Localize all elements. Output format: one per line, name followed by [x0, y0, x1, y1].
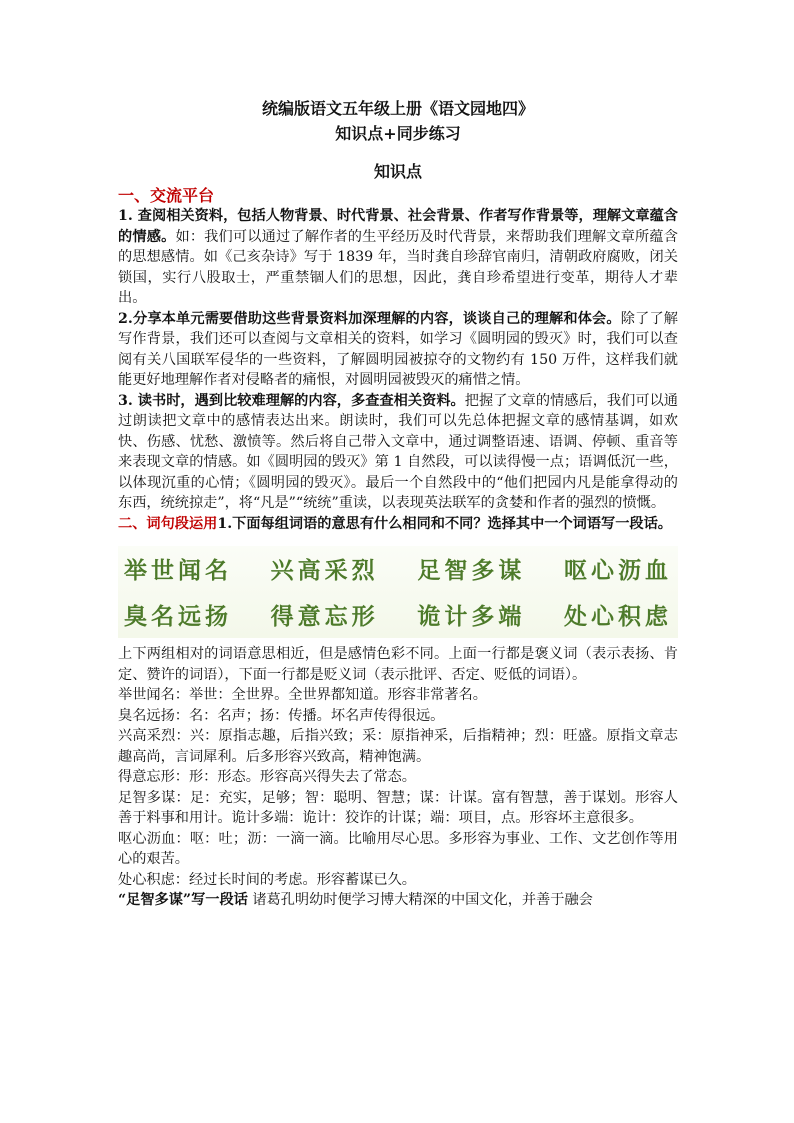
- definition-5: 足智多谋：足：充实，足够；智：聪明、智慧；谋：计谋。富有智慧，善于谋划。形容人善于料事和用计。诡计多端：诡计：狡诈的计谋；端：项目，点。形容坏主意很多。: [118, 789, 678, 826]
- idiom-item: 呕心沥血: [563, 558, 672, 584]
- idiom-image: [118, 546, 678, 638]
- definition-2: 臭名远扬：名：名声；扬：传播。坏名声传得很远。: [118, 707, 445, 724]
- document-page: [118, 96, 678, 911]
- section-2-question: [118, 514, 678, 535]
- definition-3: 兴高采烈：兴：原指志趣，后指兴致；采：原指神采，后指精神；烈：旺盛。原指文章志趣高尚，言词犀利。后多形容兴致高，精神饱满。: [118, 728, 678, 765]
- section-1-label: 一、交流平台: [118, 186, 215, 205]
- idiom-row-commendatory: [118, 552, 678, 585]
- writing-paragraph: [118, 890, 678, 911]
- idiom-item: 足智多谋: [417, 558, 526, 584]
- idiom-item: 得意忘形: [270, 604, 379, 630]
- question-1: 1.下面每组词语的意思有什么相同和不同？选择其中一个词语写一段话。: [217, 515, 672, 532]
- definition-7: 处心积虑：经过长时间的考虑。形容蓄谋已久。: [118, 871, 416, 888]
- writing-text: 诸葛孔明幼时便学习博大精深的中国文化，并善于融会: [247, 892, 593, 908]
- paragraph-2: [118, 309, 678, 391]
- explanation: 上下两组相对的词语意思相近，但是感情色彩不同。上面一行都是褒义词（表示表扬、肯定、赞许的词语），下面一行都是贬义词（表示批评、否定、贬低的词语）。: [118, 646, 678, 683]
- idiom-item: 举世闻名: [124, 558, 232, 584]
- idiom-item: 兴高采烈: [270, 558, 379, 584]
- section-2-label: 二、词句段运用: [118, 515, 218, 532]
- paragraph-2-text: 除了了解写作背景，我们还可以查阅与文章相关的资料，如学习《圆明园的毁灭》时，我们可以查阅有关八国联军侵华的一些资料，了解圆明园被掠夺的文物约有 150 万件，这样我们就能更好地理解作者对侵略者的痛恨，对圆明园被毁灭的痛惜之情。: [118, 310, 678, 388]
- paragraph-2-bold: 2.分享本单元需要借助这些背景资料加深理解的内容，谈谈自己的理解和体会。: [118, 310, 621, 327]
- idiom-item: 处心积虑: [563, 604, 672, 630]
- paragraph-1-bold: 1. 查阅相关资料，包括人物背景、时代背景、社会背景、作者写作背景等，理解文章蕴含的情感。: [118, 208, 678, 245]
- paragraph-1: [118, 206, 678, 309]
- idiom-row-derogatory: [118, 598, 678, 631]
- writing-prompt: “足智多谋”写一段话: [118, 892, 248, 908]
- section-heading: 知识点: [373, 162, 422, 181]
- paragraph-3-bold: 3. 读书时，遇到比较难理解的内容，多查查相关资料。: [118, 392, 465, 409]
- page-subtitle: 知识点+同步练习: [335, 124, 461, 143]
- idiom-item: 臭名远扬: [124, 604, 232, 630]
- paragraph-3-text: 把握了文章的情感后，我们可以通过朗读把文章中的感情表达出来。朗读时，我们可以先总体把握文章的感情基调，如欢快、伤感、忧愁、激愤等。然后将自己带入文章中，通过调整语速、语调、停顿、重音等来表现文章的情感。如《圆明园的毁灭》第 1 自然段，可以读得慢一点；语调低沉一些，以体现沉重的心情；《圆明园的毁灭》。最后一个自然段中的“他们把园内凡是能拿得动的东西，统统掠走”，将“凡是”“统统”重读，以表现英法联军的贪婪和作者的强烈的愤慨。: [118, 392, 678, 511]
- definition-4: 得意忘形：形：形态。形容高兴得失去了常态。: [118, 769, 416, 785]
- idiom-item: 诡计多端: [417, 604, 526, 630]
- definition-6: 呕心沥血：呕：吐；沥：一滴一滴。比喻用尽心思。多形容为事业、工作、文艺创作等用心的艰苦。: [118, 830, 678, 867]
- definition-1: 举世闻名：举世：全世界。全世界都知道。形容非常著名。: [118, 687, 487, 703]
- paragraph-1-text: 如：我们可以通过了解作者的生平经历及时代背景，来帮助我们理解文章所蕴含的思想感情。如《己亥杂诗》写于 1839 年，当时龚自珍辞官南归，清朝政府腐败，闭关锁国，实行八股取士，严重禁锢人们的思想，因此，龚自珍希望进行变革，期待人才辈出。: [118, 228, 678, 306]
- page-title: 统编版语文五年级上册《语文园地四》: [261, 99, 534, 118]
- paragraph-3: [118, 391, 678, 514]
